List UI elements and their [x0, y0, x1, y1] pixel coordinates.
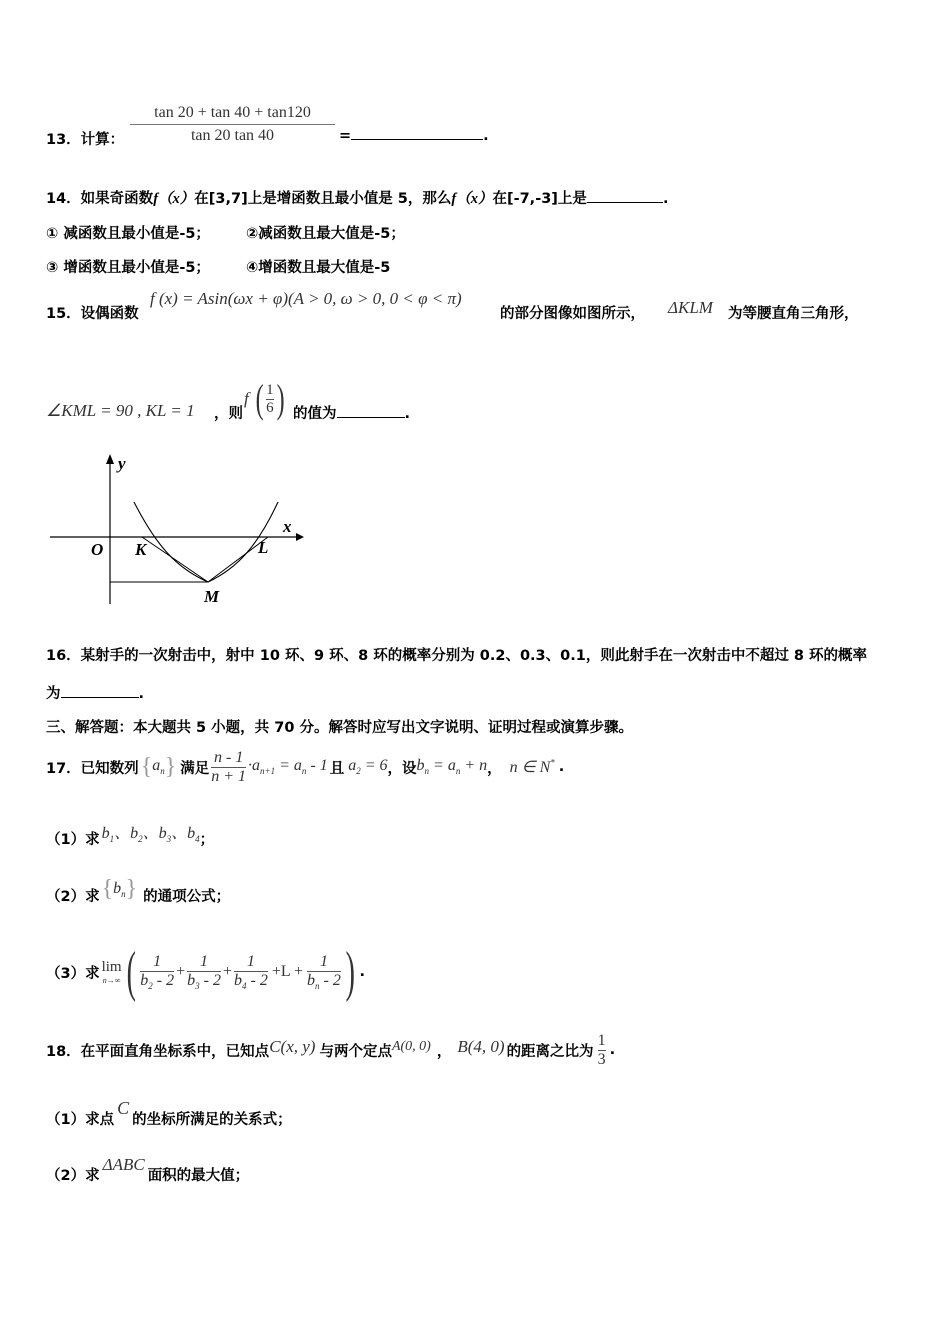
q13-fraction [130, 104, 335, 145]
q14-option-2: ②减函数且最大值是-5； [246, 226, 405, 242]
q13-numerator: tan 20 + tan 40 + tan120 [154, 104, 311, 121]
q18-stem: 18．在平面直角坐标系中，已知点 C(x, y) 与两个定点 A(0, 0) ， B(4, 0) 的距离之比为 $\frac{1}{3}$ . [46, 1031, 616, 1068]
q14-stem: 14．如果奇函数f（x）在[3,7]上是增函数且最小值是 5，那么f（x）在[-7,-3]上是 . [46, 191, 669, 207]
q14-option-1: ① 减函数且最小值是-5； [46, 226, 210, 242]
label-m: M [204, 587, 220, 606]
q15-mid: 的部分图像如图所示， [500, 306, 645, 322]
label-o: O [91, 540, 104, 559]
label-k: K [135, 540, 147, 559]
q13-number: 13．计算： [46, 132, 125, 148]
q14-option-4: ④增函数且最大值是-5 [246, 260, 391, 276]
q13-denominator: tan 20 tan 40 [190, 127, 275, 144]
q15-tail: 为等腰直角三角形， [728, 306, 859, 322]
q16-line2: 为 . [46, 686, 145, 702]
q16-answer-blank[interactable] [61, 696, 139, 698]
q13-answer-blank[interactable] [351, 138, 483, 140]
q17-stem: 17．已知数列 { $a_n$ } 满足 $\frac{n - 1}{n + 1}$ $\cdot a_{n+1} = a_n - 1$ 且 $a_2 = 6$ ，设 $b_n = a_n + n$ ， n ∈ N* . [46, 748, 565, 785]
q17-part2: （2）求 { $b_n$ } 的通项公式； [46, 876, 231, 905]
q14-answer-blank[interactable] [587, 201, 663, 203]
q18-part2: （2）求 ΔABC 面积的最大值； [46, 1155, 250, 1184]
q15-graph [46, 450, 306, 610]
q17-part3: （3）求 lim n→∞ ( $\frac{1}{b_2 - 2}$ + $\frac{1}{b_3 - 2}$ + $\frac{1}{b_4 - 2}$ +L + $\frac{1}{b_n - 2}$ ) . [46, 941, 366, 1003]
q15-function: f (x) = Asin(ωx + φ)(A > 0, ω > 0, 0 < φ < π) [150, 289, 462, 308]
q13-equals: = . [339, 128, 489, 144]
cosine-curve [134, 502, 278, 582]
label-x: x [283, 517, 292, 536]
q15-answer-blank[interactable] [337, 416, 405, 418]
q15-then: ，则 [214, 406, 243, 422]
label-l: L [258, 538, 269, 557]
section-3-heading: 三、解答题：本大题共 5 小题，共 70 分。解答时应写出文字说明、证明过程或演算步骤。 [46, 720, 633, 736]
q14-option-3: ③ 增函数且最小值是-5； [46, 260, 210, 276]
q15-f-of-one-sixth: f ( $\frac{1}{6}$ ) [244, 376, 285, 421]
q15-value: 的值为 . [293, 406, 411, 422]
q15-number: 15．设偶函数 [46, 306, 139, 322]
q17-part1: （1）求 $b_1$、$b_2$、$b_3$、$b_4$ ； [46, 825, 215, 848]
x-axis-arrow [296, 533, 304, 541]
q16-line1: 16．某射手的一次射击中，射中 10 环、9 环、8 环的概率分别为 0.2、0.3、0.1，则此射手在一次射击中不超过 8 环的概率 [46, 648, 868, 664]
q15-condition: ∠KML = 90 , KL = 1 [46, 401, 195, 420]
label-y: y [118, 454, 126, 473]
q15-triangle: ΔKLM [668, 298, 713, 317]
segment-km [142, 537, 208, 582]
y-axis-arrow [106, 454, 114, 464]
q18-part1: （1）求点 C 的坐标所满足的关系式； [46, 1098, 292, 1128]
